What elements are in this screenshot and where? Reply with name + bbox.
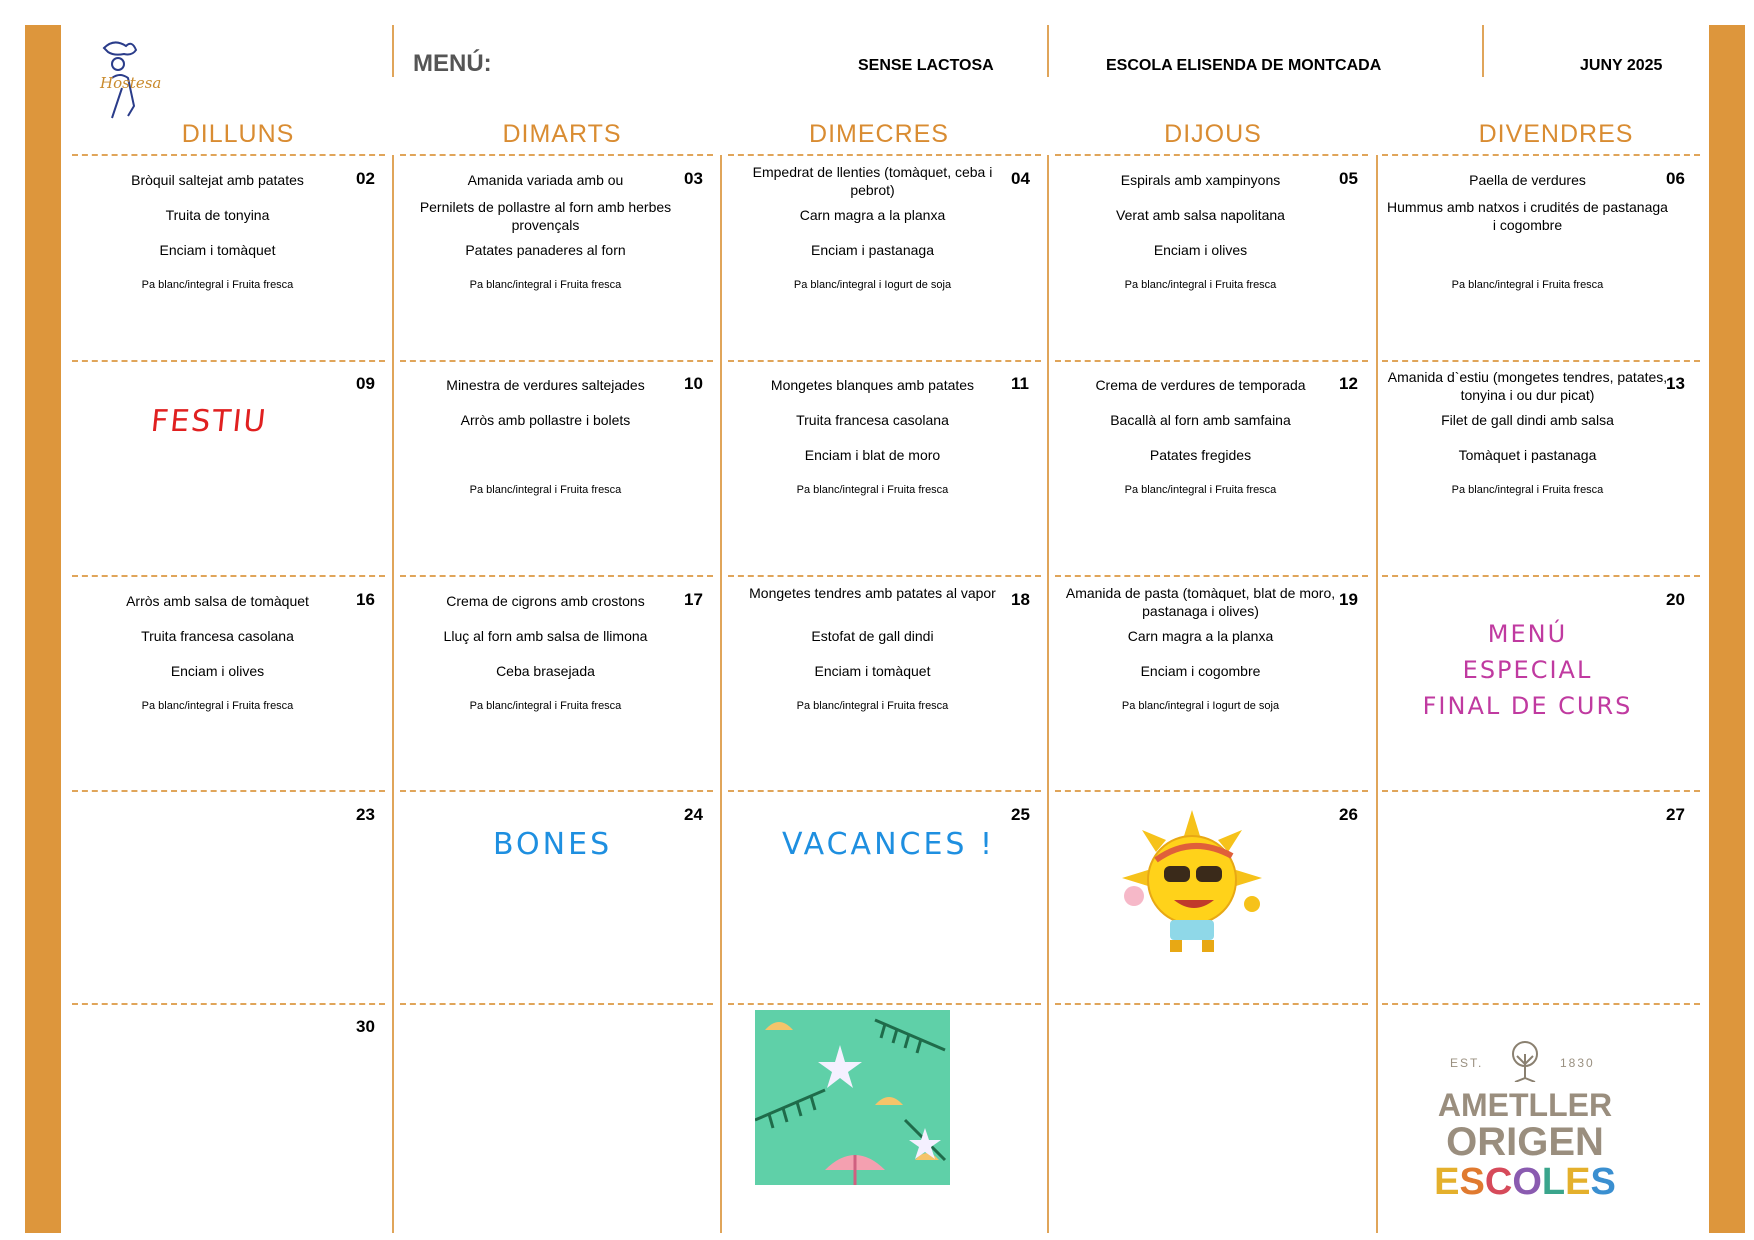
- menu-dish: Crema de verdures de temporada: [1095, 377, 1306, 393]
- day-number: 09: [356, 374, 375, 393]
- day-number: 05: [1339, 169, 1358, 188]
- day-cell: [75, 805, 375, 985]
- row-separator: [728, 1003, 1041, 1005]
- column-divider: [1376, 155, 1378, 1233]
- row-separator: [400, 154, 713, 156]
- day-number: 17: [684, 590, 703, 609]
- menu-dish: Amanida de pasta (tomàquet, blat de moro, pastanaga i olives): [1065, 585, 1336, 619]
- hostesa-logo: [92, 38, 182, 124]
- row-separator: [1055, 1003, 1368, 1005]
- day-cell: [730, 374, 1029, 554]
- menu-dish: Arròs amb pollastre i bolets: [460, 412, 631, 428]
- day-number: 03: [684, 169, 703, 188]
- day-cell: [1385, 169, 1685, 349]
- menu-dessert: Pa blanc/integral i Fruita fresca: [796, 484, 949, 496]
- day-cell: [1058, 374, 1358, 554]
- row-separator: [72, 360, 385, 362]
- menu-dish: Patates panaderes al forn: [465, 242, 626, 258]
- menu-dish: Mongetes tendres amb patates al vapor: [749, 585, 996, 601]
- row-separator: [1382, 154, 1700, 156]
- menu-dish: Ceba brasejada: [496, 663, 595, 679]
- menu-dish: Truita francesa casolana: [796, 412, 949, 428]
- menu-dessert: Pa blanc/integral i Iogurt de soja: [1121, 700, 1280, 712]
- row-separator: [728, 790, 1041, 792]
- menu-dish: Enciam i pastanaga: [811, 242, 934, 258]
- sun-illustration: [1112, 808, 1272, 958]
- brand-line3: [1430, 1162, 1620, 1202]
- day-name-friday: DIVENDRES: [1478, 120, 1634, 148]
- day-number: 19: [1339, 590, 1358, 609]
- day-cell: [1058, 585, 1358, 770]
- menu-dish: Bròquil saltejat amb patates: [131, 172, 304, 188]
- day-cell: [1058, 169, 1358, 349]
- brand-letter: E: [1565, 1161, 1591, 1203]
- day-number: 10: [684, 374, 703, 393]
- day-cell: [403, 1017, 688, 1197]
- header-divider: [392, 25, 394, 77]
- tree-icon: [1504, 1040, 1546, 1082]
- row-separator: [1382, 360, 1700, 362]
- brand-letter: S: [1459, 1161, 1485, 1203]
- row-separator: [728, 575, 1041, 577]
- day-number: 24: [684, 805, 703, 824]
- menu-dish: Patates fregides: [1149, 447, 1252, 463]
- menu-dish: Espirals amb xampinyons: [1120, 172, 1281, 188]
- menu-dish: Carn magra a la planxa: [1127, 628, 1274, 644]
- menu-dessert: Pa blanc/integral i Fruita fresca: [469, 700, 622, 712]
- menu-dish: Truita francesa casolana: [141, 628, 294, 644]
- brand-letter: O: [1512, 1161, 1542, 1203]
- day-cell: [403, 590, 703, 770]
- menu-dessert: Pa blanc/integral i Fruita fresca: [1124, 279, 1277, 291]
- day-number: 16: [356, 590, 375, 609]
- brand-letter: L: [1541, 1161, 1566, 1203]
- school-name: ESCOLA ELISENDA DE MONTCADA: [1106, 57, 1382, 74]
- brand-est: EST.: [1450, 1056, 1484, 1070]
- menu-dish: Arròs amb salsa de tomàquet: [126, 593, 309, 609]
- day-cell: [403, 805, 703, 985]
- vacation-message: VACANCES !: [782, 827, 996, 862]
- day-number: 06: [1666, 169, 1685, 188]
- menu-label: MENÚ:: [413, 50, 492, 77]
- left-border-bar: [25, 25, 61, 1233]
- brand-letter: C: [1484, 1161, 1513, 1203]
- menu-dish: Minestra de verdures saltejades: [446, 377, 645, 393]
- row-separator: [400, 575, 713, 577]
- menu-dish: Verat amb salsa napolitana: [1116, 207, 1285, 223]
- brand-line1: AMETLLER: [1437, 1087, 1613, 1123]
- day-cell: [730, 805, 1030, 985]
- menu-dish: Empedrat de llenties (tomàquet, ceba i pebrot): [752, 164, 993, 198]
- menu-dish: Amanida d`estiu (mongetes tendres, patates, tonyina i ou dur picat): [1387, 369, 1668, 403]
- menu-dish: Enciam i tomàquet: [814, 663, 931, 679]
- menu-dish: Hummus amb natxos i crudités de pastanaga i cogombre: [1387, 199, 1668, 233]
- header-divider: [1482, 25, 1484, 77]
- right-border-bar: [1709, 25, 1745, 1233]
- day-cell: [403, 374, 703, 554]
- day-cell: [403, 169, 703, 349]
- day-name-tuesday: DIMARTS: [502, 120, 622, 148]
- day-number: 20: [1666, 590, 1685, 609]
- day-number: 25: [1011, 805, 1030, 824]
- menu-dish: Tomàquet i pastanaga: [1458, 447, 1597, 463]
- row-separator: [1382, 1003, 1700, 1005]
- day-name-monday: DILLUNS: [181, 120, 295, 148]
- day-number: 30: [356, 1017, 375, 1036]
- column-divider: [392, 155, 394, 1233]
- column-divider: [1047, 155, 1049, 1233]
- logo-text: Hostesa: [100, 74, 162, 92]
- menu-dish: Pernilets de pollastre al forn amb herbes provençals: [419, 199, 672, 233]
- menu-dish: Crema de cigrons amb crostons: [446, 593, 645, 609]
- menu-dessert: Pa blanc/integral i Fruita fresca: [1451, 279, 1604, 291]
- menu-dessert: Pa blanc/integral i Fruita fresca: [1451, 484, 1604, 496]
- day-cell: [1385, 369, 1685, 554]
- menu-dish: Amanida variada amb ou: [467, 172, 624, 188]
- row-separator: [72, 790, 385, 792]
- menu-dessert: Pa blanc/integral i Iogurt de soja: [793, 279, 952, 291]
- row-separator: [1382, 575, 1700, 577]
- header-divider: [1047, 25, 1049, 77]
- diet-label: SENSE LACTOSA: [858, 57, 994, 74]
- menu-dessert: Pa blanc/integral i Fruita fresca: [469, 484, 622, 496]
- menu-dish: Filet de gall dindi amb salsa: [1441, 412, 1614, 428]
- row-separator: [1055, 154, 1368, 156]
- day-cell: [75, 1017, 375, 1197]
- row-separator: [400, 360, 713, 362]
- menu-dish: Enciam i cogombre: [1140, 663, 1261, 679]
- day-number: 23: [356, 805, 375, 824]
- day-cell: [730, 164, 1030, 349]
- vacation-message: BONES: [493, 827, 613, 862]
- day-number: 18: [1011, 590, 1030, 609]
- menu-dessert: Pa blanc/integral i Fruita fresca: [469, 279, 622, 291]
- brand-letter: E: [1434, 1161, 1460, 1203]
- day-cell: [1385, 805, 1685, 985]
- row-separator: [728, 360, 1041, 362]
- menu-dish: Enciam i olives: [170, 663, 265, 679]
- beach-pattern-illustration: [755, 1010, 950, 1185]
- menu-dish: Mongetes blanques amb patates: [770, 377, 975, 393]
- row-separator: [1055, 360, 1368, 362]
- day-cell: [75, 169, 375, 349]
- brand-line2: ORIGEN: [1446, 1120, 1604, 1164]
- day-number: 13: [1666, 374, 1685, 393]
- row-separator: [1055, 575, 1368, 577]
- brand-year: 1830: [1560, 1056, 1595, 1070]
- menu-dessert: Pa blanc/integral i Fruita fresca: [141, 700, 294, 712]
- day-cell: [1058, 1017, 1343, 1197]
- menu-dish: Bacallà al forn amb samfaina: [1110, 412, 1291, 428]
- row-separator: [400, 790, 713, 792]
- holiday-label: FESTIU: [149, 404, 270, 439]
- day-cell: [75, 374, 375, 554]
- day-number: 12: [1339, 374, 1358, 393]
- menu-dish: Paella de verdures: [1469, 172, 1586, 188]
- column-divider: [720, 155, 722, 1233]
- special-menu-label: FINAL DE CURS: [1422, 692, 1633, 720]
- row-separator: [72, 575, 385, 577]
- ametller-origen-escoles-logo: [1430, 1040, 1620, 1203]
- row-separator: [72, 154, 385, 156]
- day-cell: [730, 585, 1030, 770]
- menu-dessert: Pa blanc/integral i Fruita fresca: [1124, 484, 1277, 496]
- menu-dessert: Pa blanc/integral i Fruita fresca: [141, 279, 294, 291]
- row-separator: [1055, 790, 1368, 792]
- menu-dish: Carn magra a la planxa: [799, 207, 946, 223]
- menu-dish: Truita de tonyina: [165, 207, 270, 223]
- menu-dish: Enciam i tomàquet: [159, 242, 276, 258]
- row-separator: [400, 1003, 713, 1005]
- day-name-thursday: DIJOUS: [1164, 120, 1262, 148]
- menu-dish: Enciam i olives: [1153, 242, 1248, 258]
- brand-letter: S: [1590, 1161, 1616, 1203]
- day-number: 04: [1011, 169, 1030, 188]
- day-name-wednesday: DIMECRES: [809, 120, 949, 148]
- menu-dish: Estofat de gall dindi: [811, 628, 934, 644]
- day-number: 11: [1011, 374, 1029, 393]
- special-menu-label: MENÚ: [1487, 620, 1568, 648]
- menu-dessert: Pa blanc/integral i Fruita fresca: [796, 700, 949, 712]
- day-number: 26: [1339, 805, 1358, 824]
- row-separator: [72, 1003, 385, 1005]
- row-separator: [1382, 790, 1700, 792]
- day-cell: [1385, 590, 1685, 770]
- menu-dish: Enciam i blat de moro: [804, 447, 941, 463]
- row-separator: [728, 154, 1041, 156]
- day-cell: [75, 590, 375, 770]
- day-number: 02: [356, 169, 375, 188]
- menu-dish: Lluç al forn amb salsa de llimona: [443, 628, 648, 644]
- month-label: JUNY 2025: [1580, 57, 1663, 74]
- special-menu-label: ESPECIAL: [1462, 656, 1593, 684]
- day-number: 27: [1666, 805, 1685, 824]
